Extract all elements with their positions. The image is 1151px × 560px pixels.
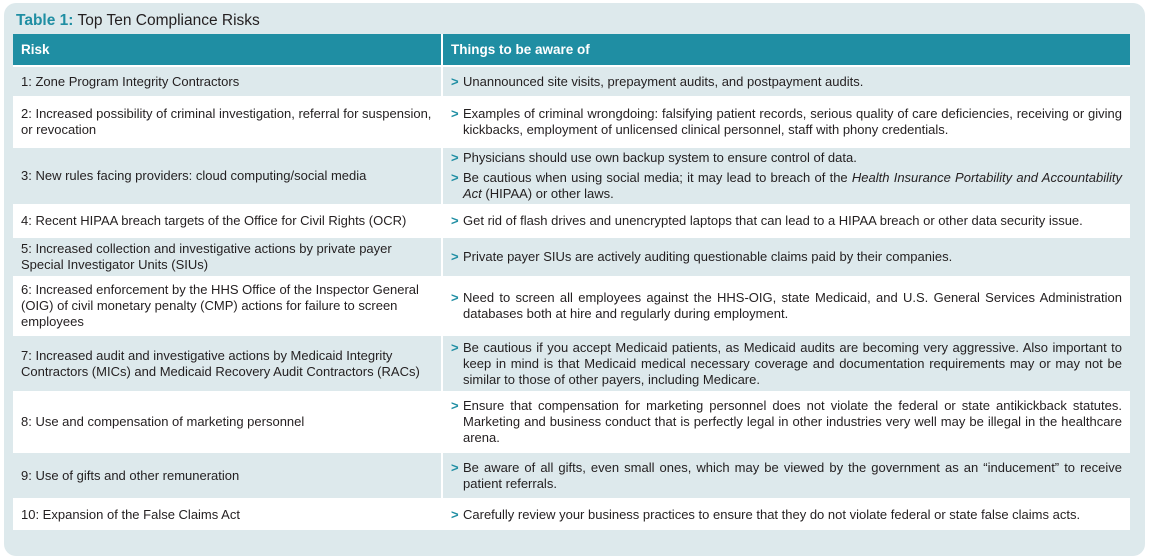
aware-cell [442,237,1130,277]
chevron-right-icon: > [451,459,459,475]
chevron-right-icon: > [451,290,459,305]
header-aware: Things to be aware of [442,34,1130,66]
aware-cell [442,452,1130,499]
table-title: Top Ten Compliance Risks [77,12,260,29]
aware-bullet [451,398,1122,446]
text-segment: Be cautious if you accept Medicaid patients, as Medicaid audits are becoming very aggressive. Also important to keep in mind is that Medicaid medical necessary coverage and documentation requirements may or may not be similar to those of other payers, including Medicare. [463,339,1122,387]
table-row [13,66,1130,97]
header-risk: Risk [13,34,442,66]
aware-text [463,74,1122,90]
aware-bullet [451,150,1122,166]
header-row [13,34,1130,66]
aware-bullet [451,290,1122,322]
aware-bullet [451,213,1122,229]
aware-bullet [451,507,1122,523]
risk-cell: 6: Increased enforcement by the HHS Office of the Inspector General (OIG) of civil monetary penalty (CMP) actions for failure to screen employees [13,277,442,335]
table-body [13,66,1130,530]
aware-cell [442,66,1130,97]
table-row [13,335,1130,392]
aware-bullet [451,106,1122,138]
chevron-right-icon: > [451,170,459,185]
aware-text [463,249,1122,265]
risk-cell: 7: Increased audit and investigative actions by Medicaid Integrity Contractors (MICs) and Medicaid Recovery Audit Contractors (RACs) [13,335,442,392]
chevron-right-icon: > [451,507,459,522]
aware-text [463,398,1122,446]
aware-text [463,150,1122,166]
chevron-right-icon: > [451,339,459,355]
aware-text [463,106,1122,138]
chevron-right-icon: > [451,73,459,89]
table-row [13,392,1130,452]
risk-cell: 10: Expansion of the False Claims Act [13,499,442,530]
chevron-right-icon: > [451,150,459,165]
text-segment: Physicians should use own backup system to ensure control of data. [463,150,857,165]
text-segment: Be aware of all gifts, even small ones, which may be viewed by the government as an “inducement” to receive patient referrals. [463,459,1122,491]
table-number: Table 1: [16,12,74,29]
table-row [13,499,1130,530]
chevron-right-icon: > [451,249,459,264]
aware-bullet [451,340,1122,388]
aware-text [463,213,1122,229]
chevron-right-icon: > [451,398,459,413]
aware-text [463,340,1122,388]
text-segment: Need to screen all employees against the HHS-OIG, state Medicaid, and U.S. General Services Administration databases both at hire and regularly during employment. [463,290,1122,321]
table-row [13,237,1130,277]
text-segment: Get rid of flash drives and unencrypted laptops that can lead to a HIPAA breach or other data security issue. [463,213,1083,228]
aware-cell [442,392,1130,452]
compliance-risks-table [13,34,1130,530]
risk-cell: 5: Increased collection and investigative actions by private payer Special Investigator Units (SIUs) [13,237,442,277]
aware-text [463,170,1122,202]
aware-bullet [451,460,1122,492]
aware-text [463,290,1122,322]
aware-cell [442,277,1130,335]
risk-cell: 4: Recent HIPAA breach targets of the Office for Civil Rights (OCR) [13,205,442,237]
text-segment: Ensure that compensation for marketing personnel does not violate the federal or state antikickback statutes. Marketing and business conduct that is perfectly legal in other industries very well may be illegal in the healthcare arena. [463,398,1122,445]
table-row [13,97,1130,147]
table-row [13,277,1130,335]
text-segment: Examples of criminal wrongdoing: falsifying patient records, serious quality of care deficiencies, receiving or giving kickbacks, employment of unlicensed clinical personnel, staff with phony credentials. [463,106,1122,137]
risk-cell: 3: New rules facing providers: cloud computing/social media [13,147,442,205]
text-segment: Carefully review your business practices to ensure that they do not violate federal or state false claims acts. [463,507,1081,522]
aware-text [463,507,1122,523]
aware-cell [442,499,1130,530]
table-row [13,452,1130,499]
chevron-right-icon: > [451,213,459,228]
risk-cell: 8: Use and compensation of marketing personnel [13,392,442,452]
table-row [13,147,1130,205]
risk-cell: 2: Increased possibility of criminal investigation, referral for suspension, or revocation [13,97,442,147]
aware-cell [442,335,1130,392]
aware-cell [442,147,1130,205]
table-caption [16,12,260,30]
text-segment: Unannounced site visits, prepayment audits, and postpayment audits. [463,73,864,89]
table-row [13,205,1130,237]
aware-bullet [451,249,1122,265]
italic-text: Health Insurance Portability and Accountability Act [463,170,1122,201]
chevron-right-icon: > [451,106,459,121]
aware-bullet [451,74,1122,90]
aware-text [463,460,1122,492]
text-segment: Be cautious when using social media; it may lead to breach of the [463,170,852,185]
aware-cell [442,205,1130,237]
text-segment: (HIPAA) or other laws. [481,186,614,201]
aware-cell [442,97,1130,147]
text-segment: Private payer SIUs are actively auditing questionable claims paid by their companies. [463,249,953,264]
risk-cell: 1: Zone Program Integrity Contractors [13,66,442,97]
aware-bullet [451,170,1122,202]
risk-cell: 9: Use of gifts and other remuneration [13,452,442,499]
